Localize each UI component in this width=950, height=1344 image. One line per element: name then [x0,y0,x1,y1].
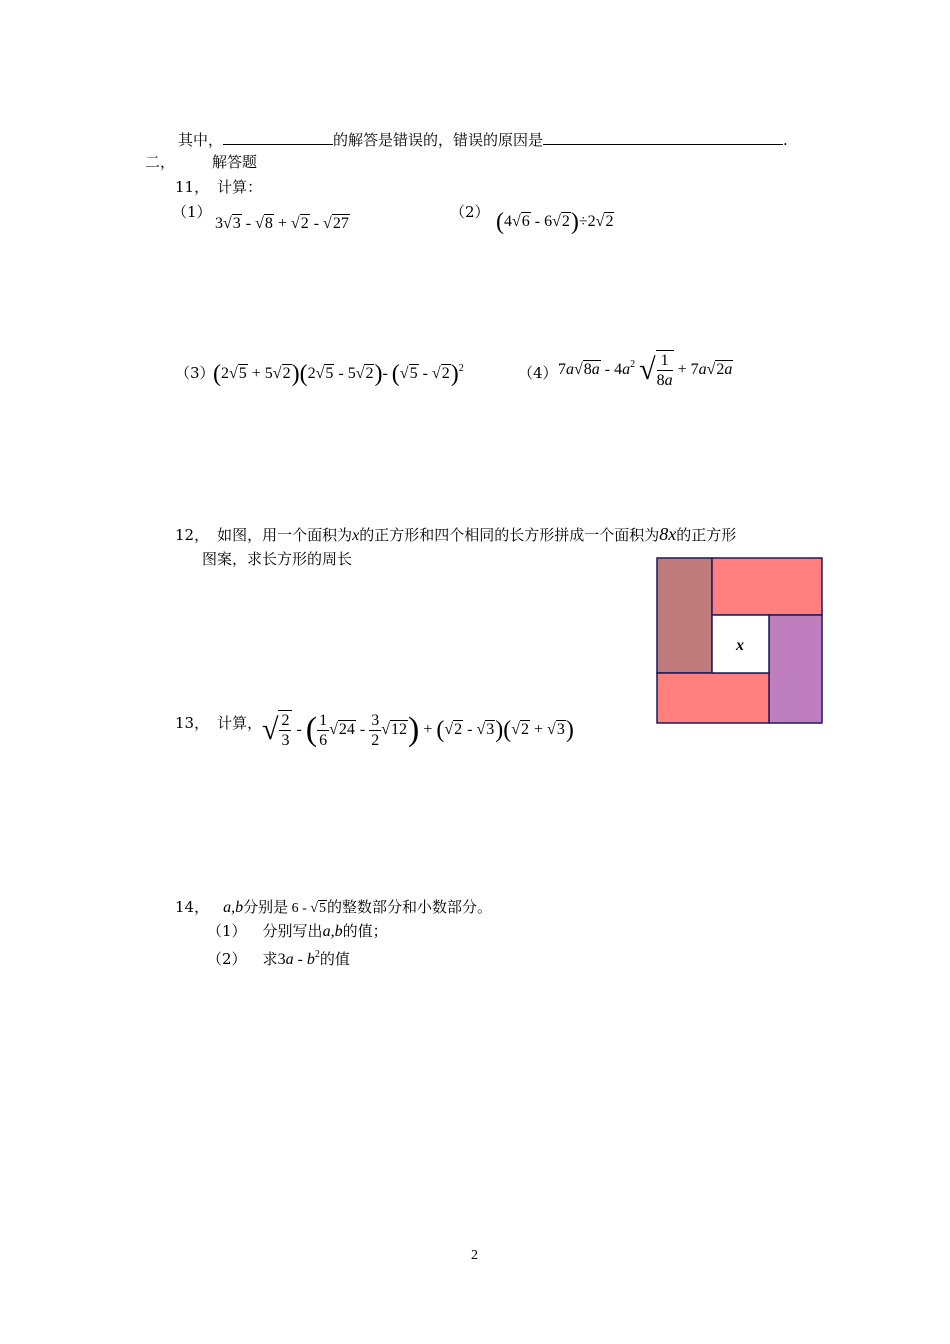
q14-line [175,900,492,917]
q11-part1-expr: 3√3 - √8 + √2 - √27 [215,215,349,232]
intro-end: . [783,131,788,149]
figure-bottom-rectangle [657,673,769,723]
q12-text-b: 的正方形和四个相同的长方形拼成一个面积为 [359,526,660,544]
q11-part4-expr: $7a√8a - 4a^2$ √ $\frac{1}{8a}$ + 7a√2a [558,352,733,390]
q12-area: 8x [659,524,677,544]
figure-top-rectangle [712,558,822,615]
q12-line1 [175,525,736,544]
q12-var-x: x [352,527,360,544]
q14-text-b: 的整数部分和小数部分。 [326,898,492,916]
q12-label: 12， [175,526,210,544]
q11-part3-expr: (2√5 + 5√2)(2√5 - 5√2)- (√5 - √2)$^2$ [213,361,464,387]
q11-part3-label: （3） [175,364,215,382]
section-title: 解答题 [212,153,258,171]
q14-sub1-label: （1） [207,922,247,940]
q11-part4-label: （4） [518,364,558,382]
answer-blank-2[interactable] [543,130,783,145]
figure-center-label: x [736,637,744,654]
q11-text: 计算： [217,178,263,196]
q13-expr: √ $\frac{2}{3}$ - ( $\frac{1}{6}$ √24 - $\frac{3}{2}$ √12) + (√2 - √3)(√2 + √3) [262,711,574,750]
q11-part2-expr: (4√6 - 6√2)÷2√2 [496,209,614,235]
q14-vars: a,b [223,899,244,916]
q14-expr: 6 - √5 [288,901,326,916]
q14-sub2-text: 求 [262,950,278,968]
q14-sub1-vars: a,b [322,923,343,940]
q12-figure [656,557,824,725]
q13-text: 计算， [217,714,263,732]
q14-sub1-end: 的值； [342,922,388,940]
q13-heading [175,716,262,731]
q14-label: 14， [175,898,210,916]
q11-part1-label: （1） [172,203,212,221]
figure-left-rectangle [657,558,712,673]
q13-label: 13， [175,714,210,732]
q14-sub2-label: （2） [207,950,247,968]
q14-text-a: 分别是 [243,898,289,916]
q12-text-c: 的正方形 [676,526,737,544]
q14-sub1 [207,924,388,940]
answer-blank-1[interactable] [223,130,333,145]
q11-label: 11， [175,178,210,196]
intro-line [178,130,788,148]
q12-text-a: 如图，用一个面积为 [217,526,353,544]
q11-heading [175,180,262,195]
intro-middle: 的解答是错误的，错误的原因是 [333,131,544,149]
q14-sub1-text: 分别写出 [262,922,323,940]
page-number: 2 [471,1248,478,1263]
q14-sub2 [207,950,350,968]
intro-prefix: 其中， [178,131,224,149]
q11-part2-label: （2） [450,203,490,221]
q14-sub2-expr: $3a - b^2$ [277,949,320,968]
q14-sub2-end: 的值 [319,950,350,968]
q12-line2: 图案，求长方形的周长 [202,550,353,568]
section-number: 二， [145,153,176,171]
figure-right-rectangle [769,615,822,723]
